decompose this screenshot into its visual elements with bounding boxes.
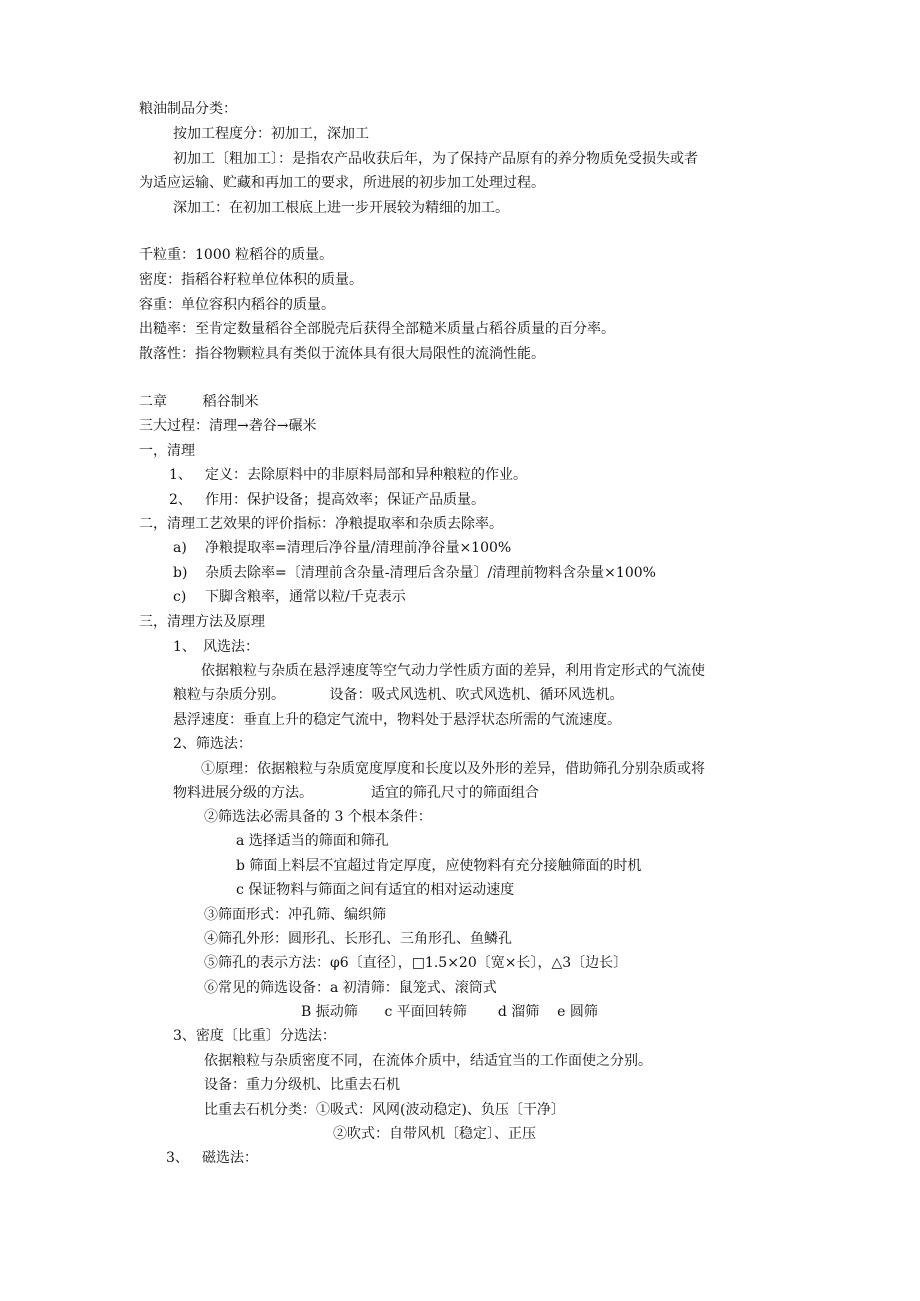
list-item: c) 下脚含粮率，通常以粒/千克表示 [173, 589, 406, 605]
doc-line: 比重去石机分类：①吸式：风网(波动稳定)、负压〔干净〕 [204, 1102, 565, 1118]
doc-line: 容重：单位容积内稻谷的质量。 [139, 297, 335, 313]
doc-line: 依据粮粒与杂质密度不同，在流体介质中，结适宜当的工作面使之分别。 [204, 1053, 652, 1069]
doc-line: 悬浮速度：垂直上升的稳定气流中，物料处于悬浮状态所需的气流速度。 [173, 712, 621, 728]
doc-line: ④筛孔外形：圆形孔、长形孔、三角形孔、鱼鳞孔 [204, 931, 512, 947]
section-heading: 二，清理工艺效果的评价指标：净粮提取率和杂质去除率。 [139, 516, 503, 532]
doc-line: 初加工〔粗加工〕：是指农产品收获后年，为了保持产品原有的养分物质免受损失或者 [173, 151, 698, 167]
doc-line: 三大过程：清理→砻谷→碾米 [139, 418, 317, 434]
doc-line: 按加工程度分：初加工，深加工 [173, 126, 369, 142]
chapter-heading: 二章 稻谷制米 [139, 394, 259, 410]
doc-line: 粮粒与杂质分别。 设备：吸式风选机、吹式风选机、循环风选机。 [173, 687, 624, 703]
doc-heading: 粮油制品分类： [139, 101, 237, 117]
doc-line: 依据粮粒与杂质在悬浮速度等空气动力学性质方面的差异，利用肯定形式的气流使 [201, 663, 705, 679]
section-heading: 三，清理方法及原理 [139, 614, 265, 630]
list-item: 3、密度〔比重〕分选法： [173, 1028, 336, 1044]
doc-line: ⑥常见的筛选设备：a 初清筛：鼠笼式、滚筒式 [204, 980, 497, 996]
doc-line: B 振动筛 c 平面回转筛 d 溜筛 e 圆筛 [301, 1004, 598, 1020]
doc-line: 千粒重：1000 粒稻谷的质量。 [139, 247, 334, 263]
doc-line: ①原理：依据粮粒与杂质宽度厚度和长度以及外形的差异，借助筛孔分别杂质或将 [201, 761, 705, 777]
doc-line: ⑤筛孔的表示方法：φ6〔直径〕，□1.5×20〔宽×长〕，△3〔边长〕 [204, 955, 628, 971]
list-item: a) 净粮提取率=清理后净谷量/清理前净谷量×100% [173, 540, 512, 556]
list-item: b) 杂质去除率=〔清理前含杂量-清理后含杂量〕/清理前物料含杂量×100% [173, 565, 656, 581]
list-item: 3、 磁选法： [166, 1150, 258, 1166]
doc-line: 设备：重力分级机、比重去石机 [204, 1077, 400, 1093]
list-item: 1、 定义：去除原料中的非原料局部和异种粮粒的作业。 [169, 467, 527, 483]
doc-line: 出糙率：至肯定数量稻谷全部脱壳后获得全部糙米质量占稻谷质量的百分率。 [139, 321, 615, 337]
section-heading: 一，清理 [139, 443, 195, 459]
doc-line: b 筛面上料层不宜超过肯定厚度，应使物料有充分接触筛面的时机 [236, 858, 642, 874]
doc-line: ②筛选法必需具备的 3 个根本条件： [204, 809, 432, 825]
list-item: 1、 风选法： [173, 639, 259, 655]
doc-line: 深加工：在初加工根底上进一步开展较为精细的加工。 [173, 200, 509, 216]
doc-line: c 保证物料与筛面之间有适宜的相对运动速度 [236, 882, 515, 898]
list-item: 2、筛选法： [173, 736, 252, 752]
doc-line: 为适应运输、贮藏和再加工的要求，所进展的初步加工处理过程。 [139, 175, 545, 191]
doc-line: 物料进展分级的方法。 适宜的筛孔尺寸的筛面组合 [173, 785, 539, 801]
doc-line: 散落性：指谷物颗粒具有类似于流体具有很大局限性的流淌性能。 [139, 346, 545, 362]
doc-line: ②吹式：自带风机〔稳定〕、正压 [333, 1126, 536, 1142]
doc-line: 密度：指稻谷籽粒单位体积的质量。 [139, 272, 363, 288]
doc-line: a 选择适当的筛面和筛孔 [236, 833, 389, 849]
list-item: 2、 作用：保护设备；提高效率；保证产品质量。 [169, 492, 485, 508]
doc-line: ③筛面形式：冲孔筛、编织筛 [204, 907, 386, 923]
